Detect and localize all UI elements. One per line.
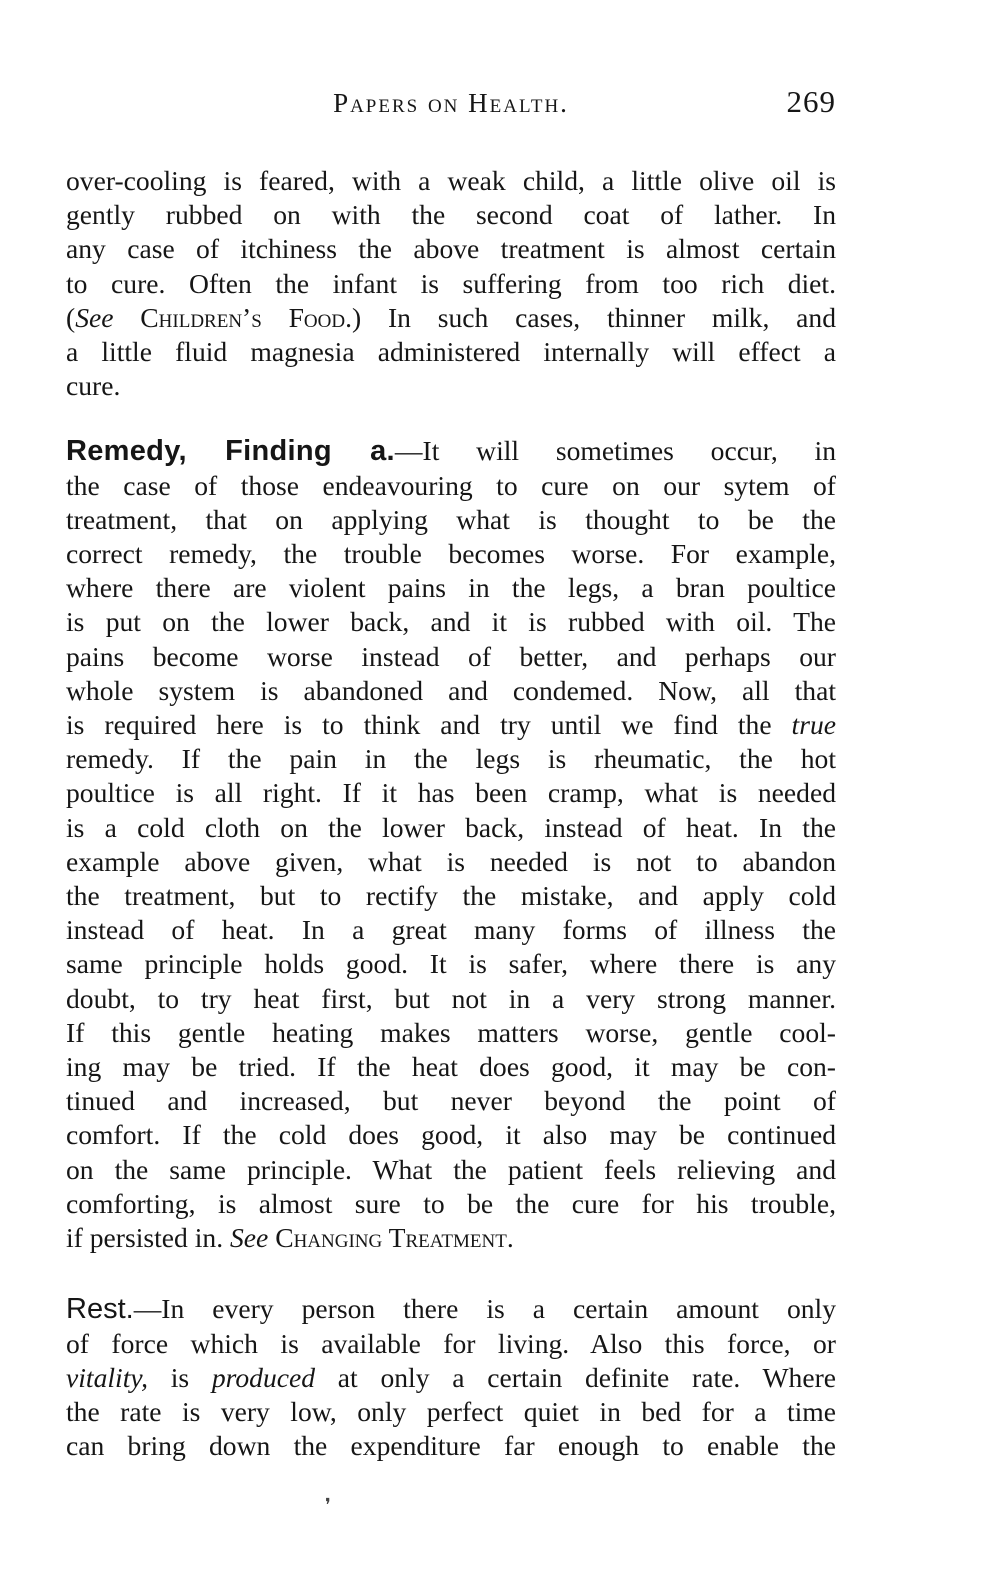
entry-rest — [66, 1292, 836, 1463]
running-header — [66, 82, 836, 126]
text-line: comforting, is almost sure to be the cure for his trouble, — [66, 1187, 836, 1219]
text-line: whole system is abandoned and condemed. Now, all that — [66, 674, 836, 706]
text-line: is a cold cloth on the lower back, instead of heat. In the — [66, 811, 836, 843]
text-line: same principle holds good. It is safer, where there is any — [66, 948, 836, 980]
text-line: ing may be tried. If the heat does good, it may be con- — [66, 1051, 836, 1083]
text-line: tinued and increased, but never beyond the point of — [66, 1085, 836, 1117]
text-line: If this gentle heating makes matters worse, gentle cool- — [66, 1016, 836, 1048]
text-line: can bring down the expenditure far enough to enable the — [66, 1430, 836, 1462]
text-line: remedy. If the pain in the legs is rheumatic, the hot — [66, 743, 836, 775]
text-fragment: —It will sometimes occur, in — [394, 435, 836, 467]
text-line: of force which is available for living. Also this force, or — [66, 1327, 836, 1359]
text-fragment: if persisted in. — [66, 1222, 230, 1254]
text-line: the treatment, but to rectify the mistake, and apply cold — [66, 880, 836, 912]
text-line: comfort. If the cold does good, it also may be continued — [66, 1119, 836, 1151]
text-line — [66, 1292, 836, 1326]
text-fragment: —In every person there is a certain amount only — [133, 1293, 836, 1325]
text-line — [66, 301, 836, 335]
entry-heading-rest: Rest. — [66, 1293, 134, 1326]
emphasis-true: true — [791, 709, 836, 741]
text-line — [66, 1221, 836, 1255]
text-line: treatment, that on applying what is thought to be the — [66, 503, 836, 535]
see-italic: See — [230, 1222, 269, 1254]
paragraph-spacer — [66, 1255, 836, 1292]
ink-speck: ❜ — [325, 1495, 331, 1515]
text-line: example above given, what is needed is not to abandon — [66, 845, 836, 877]
paragraph-children-diet — [66, 164, 836, 403]
text-line: over-cooling is feared, with a weak child, a little olive oil is — [66, 165, 836, 196]
text-line: where there are violent pains in the legs, a bran poultice — [66, 572, 836, 604]
text-line: poultice is all right. If it has been cramp, what is needed — [66, 777, 836, 809]
cross-reference-childrens-food: Children’s Food. — [113, 301, 352, 333]
cross-reference-changing-treatment: Changing Treatment. — [268, 1222, 514, 1254]
entry-heading-remedy: Remedy, Finding a. — [66, 435, 395, 468]
emphasis-produced: produced — [211, 1361, 316, 1393]
text-line: a little fluid magnesia administered internally will effect a — [66, 336, 836, 368]
text-line — [66, 708, 836, 742]
text-line: cure. — [66, 370, 121, 402]
page-number: 269 — [786, 84, 836, 119]
text-fragment: ) In such cases, thinner milk, and — [352, 301, 836, 333]
paragraph-spacer — [66, 403, 836, 434]
text-line: instead of heat. In a great many forms of illness the — [66, 914, 836, 946]
text-line: the case of those endeavouring to cure on our sytem of — [66, 469, 836, 501]
text-line: pains become worse instead of better, and perhaps our — [66, 640, 836, 672]
see-italic: See — [75, 301, 114, 333]
text-line: is put on the lower back, and it is rubbed with oil. The — [66, 606, 836, 638]
text-fragment: is — [148, 1361, 212, 1393]
text-line: to cure. Often the infant is suffering from too rich diet. — [66, 267, 836, 299]
text-line: doubt, to try heat first, but not in a very strong manner. — [66, 982, 836, 1014]
text-line — [66, 1361, 836, 1395]
text-line — [66, 434, 836, 468]
running-title: Papers on Health. — [333, 88, 569, 118]
entry-remedy-finding — [66, 434, 836, 1255]
text-fragment: is required here is to think and try until we find the — [66, 709, 792, 741]
text-line: on the same principle. What the patient feels relieving and — [66, 1153, 836, 1185]
open-paren: ( — [66, 301, 76, 333]
text-line: any case of itchiness the above treatment is almost certain — [66, 233, 836, 265]
emphasis-vitality: vitality, — [66, 1361, 148, 1393]
body-text — [66, 164, 836, 1463]
text-line: correct remedy, the trouble becomes worse. For example, — [66, 538, 836, 570]
text-line: the rate is very low, only perfect quiet in bed for a time — [66, 1395, 836, 1427]
text-fragment: at only a certain definite rate. Where — [315, 1361, 837, 1393]
text-line: gently rubbed on with the second coat of lather. In — [66, 199, 836, 231]
